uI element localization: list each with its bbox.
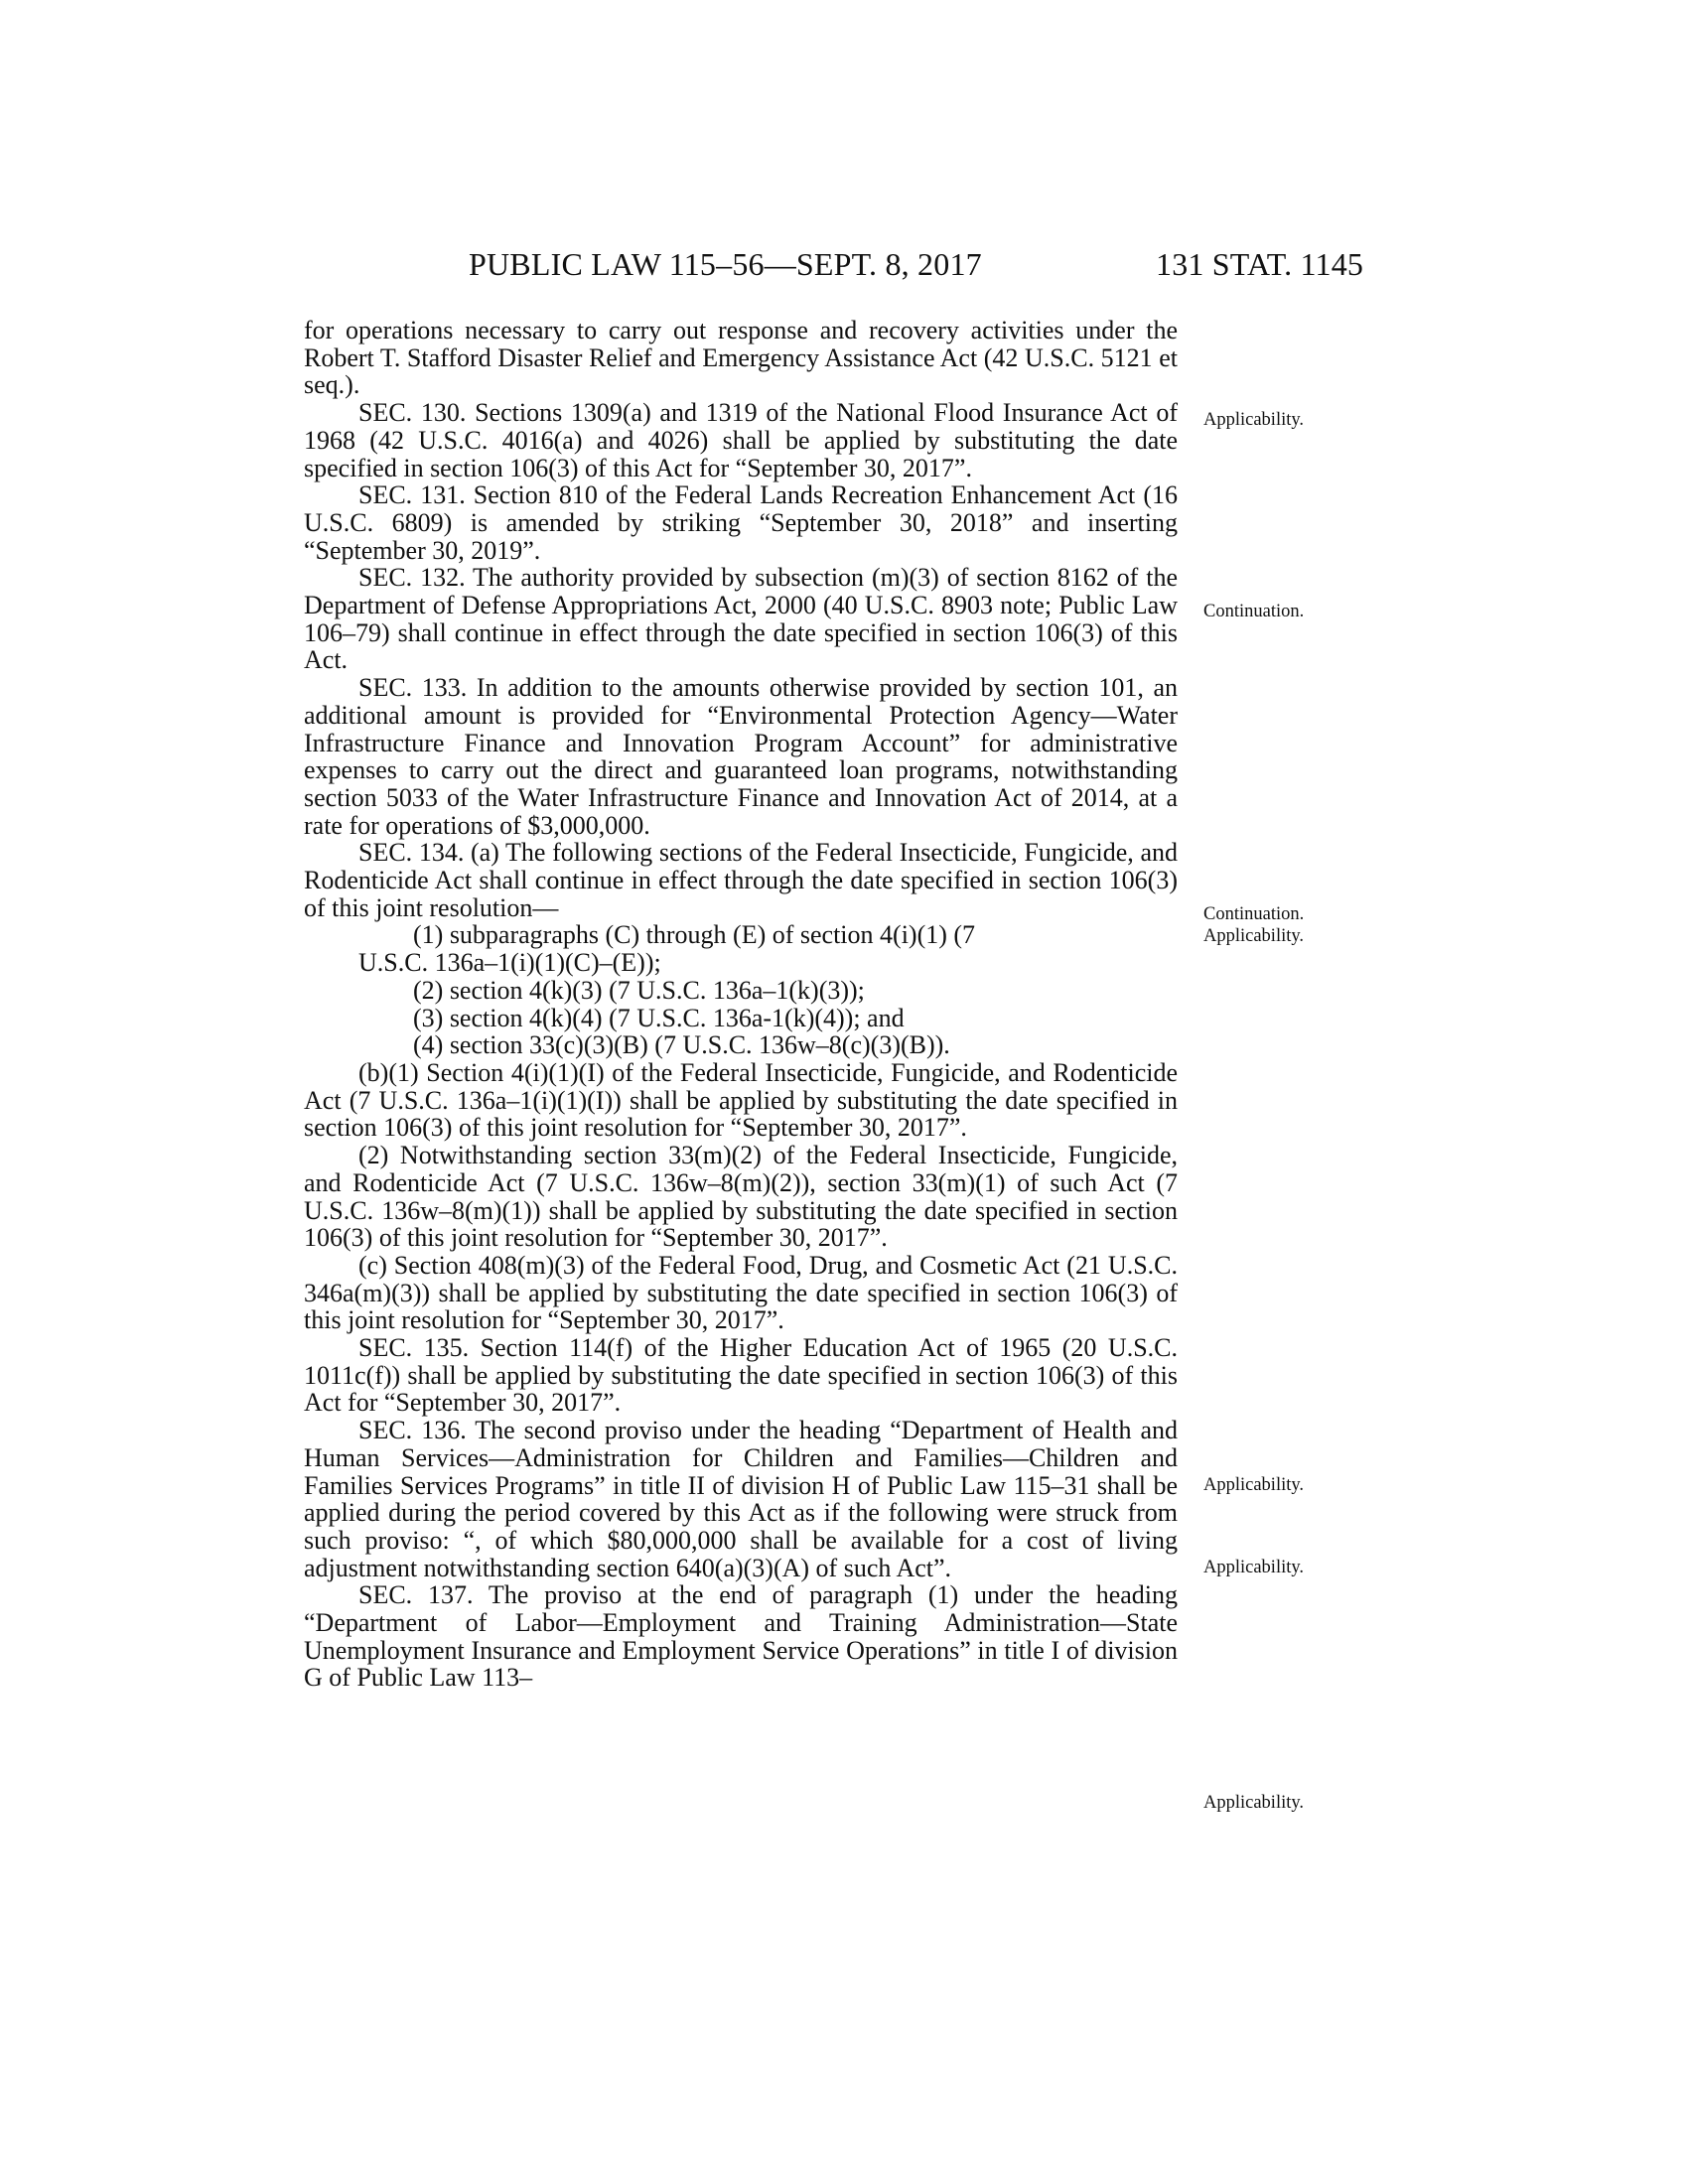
section-134-a-3: (3) section 4(k)(4) (7 U.S.C. 136a-1(k)(4)); and <box>413 1003 905 1032</box>
section-134-b-2: (2) Notwithstanding section 33(m)(2) of the Federal Insecticide, Fungicide, and Rodenticide Act (7 U.S.C. 136w–8(m)(2)), section 33(m)(1) of such Act (7 U.S.C. 136w–8(m)(1)) shall be applied by substituting the date specified in section 106(3) of this joint resolution for “September 30, 2017”. <box>304 1141 1178 1253</box>
sec-label: SEC. <box>358 1416 413 1445</box>
section-136-text: 136. The second proviso under the heading “Department of Health and Human Services—Administration for Children and Families—Children and Families Services Programs” in title II of division H of Public Law 115–31 shall be applied during the period covered by this Act as if the following were struck from such proviso: “, of which $80,000,000 shall be available for a cost of living adjustment notwithstanding section 640(a)(3)(A) of such Act”. <box>304 1416 1178 1582</box>
section-135 <box>304 1334 1178 1417</box>
section-134-c: (c) Section 408(m)(3) of the Federal Food, Drug, and Cosmetic Act (21 U.S.C. 346a(m)(3)) shall be applied by substituting the date specified in section 106(3) of this joint resolution for “September 30, 2017”. <box>304 1250 1178 1335</box>
section-133 <box>304 674 1178 839</box>
section-132 <box>304 564 1178 674</box>
section-134-a-text: 134. (a) The following sections of the Federal Insecticide, Fungicide, and Rodenticide Act shall continue in effect through the date specified in section 106(3) of this joint resolution— <box>304 838 1178 922</box>
sec-label: SEC. <box>358 1333 413 1363</box>
section-132-text: 132. The authority provided by subsection (m)(3) of section 8162 of the Department of Defense Appropriations Act, 2000 (40 U.S.C. 8903 note; Public Law 106–79) shall continue in effect through the date specified in section 106(3) of this Act. <box>304 563 1178 675</box>
section-131 <box>304 481 1178 564</box>
section-134-a-4: (4) section 33(c)(3)(B) (7 U.S.C. 136w–8(c)(3)(B)). <box>413 1030 950 1060</box>
section-137-text: 137. The proviso at the end of paragraph (1) under the heading “Department of Labor—Employment and Training Administration—State Unemployment Insurance and Employment Service Operations” in title I of division G of Public Law 113– <box>304 1580 1178 1693</box>
section-133-text: 133. In addition to the amounts otherwise provided by section 101, an additional amount is provided for “Environmental Protection Agency—Water Infrastructure Finance and Innovation Program Account” for administrative expenses to carry out the direct and guaranteed loan programs, notwithstanding section 5033 of the Water Infrastructure Finance and Innovation Act of 2014, at a rate for operations of $3,000,000. <box>304 673 1178 840</box>
section-134-a-1 <box>304 921 1178 976</box>
margin-note-sec134-continuation: Continuation. <box>1203 904 1305 924</box>
margin-note-sec134-applicability: Applicability. <box>1203 926 1305 946</box>
running-header-title: PUBLIC LAW 115–56—SEPT. 8, 2017 <box>469 246 982 282</box>
margin-note-sec135: Applicability. <box>1203 1475 1305 1495</box>
margin-note-sec137: Applicability. <box>1203 1793 1305 1813</box>
sec-label: SEC. <box>358 673 413 703</box>
margin-note-sec130: Applicability. <box>1203 410 1305 430</box>
sec-label: SEC. <box>358 1580 413 1610</box>
sec-label: SEC. <box>358 398 413 428</box>
margin-note-sec132: Continuation. <box>1203 602 1305 621</box>
section-130 <box>304 399 1178 481</box>
intro-paragraph: for operations necessary to carry out response and recovery activities under the Robert T. Stafford Disaster Relief and Emergency Assistance Act (42 U.S.C. 5121 et seq.). <box>304 316 1178 400</box>
section-131-text: 131. Section 810 of the Federal Lands Recreation Enhancement Act (16 U.S.C. 6809) is amended by striking “September 30, 2018” and inserting “September 30, 2019”. <box>304 480 1178 565</box>
section-136 <box>304 1417 1178 1581</box>
section-134-a-1-first: (1) subparagraphs (C) through (E) of section 4(i)(1) (7 <box>413 920 976 950</box>
section-130-text: 130. Sections 1309(a) and 1319 of the National Flood Insurance Act of 1968 (42 U.S.C. 4016(a) and 4026) shall be applied by substituting the date specified in section 106(3) of this Act for “September 30, 2017”. <box>304 398 1178 482</box>
sec-label: SEC. <box>358 563 413 593</box>
section-134-a-1-cont: U.S.C. 136a–1(i)(1)(C)–(E)); <box>358 948 661 978</box>
page-number: 131 STAT. 1145 <box>1156 246 1364 282</box>
section-135-text: 135. Section 114(f) of the Higher Education Act of 1965 (20 U.S.C. 1011c(f)) shall be applied by substituting the date specified in section 106(3) of this Act for “September 30, 2017”. <box>304 1333 1178 1418</box>
sec-label: SEC. <box>358 480 413 510</box>
margin-note-sec136: Applicability. <box>1203 1558 1305 1577</box>
section-137 <box>304 1581 1178 1692</box>
sec-label: SEC. <box>358 838 413 868</box>
section-134-b-1: (b)(1) Section 4(i)(1)(I) of the Federal Insecticide, Fungicide, and Rodenticide Act (7 U.S.C. 136a–1(i)(1)(I)) shall be applied by substituting the date specified in section 106(3) of this joint resolution for “September 30, 2017”. <box>304 1057 1178 1143</box>
section-134-a-2: (2) section 4(k)(3) (7 U.S.C. 136a–1(k)(3)); <box>413 975 865 1005</box>
document-body <box>304 317 1178 1692</box>
section-134-a <box>304 839 1178 921</box>
